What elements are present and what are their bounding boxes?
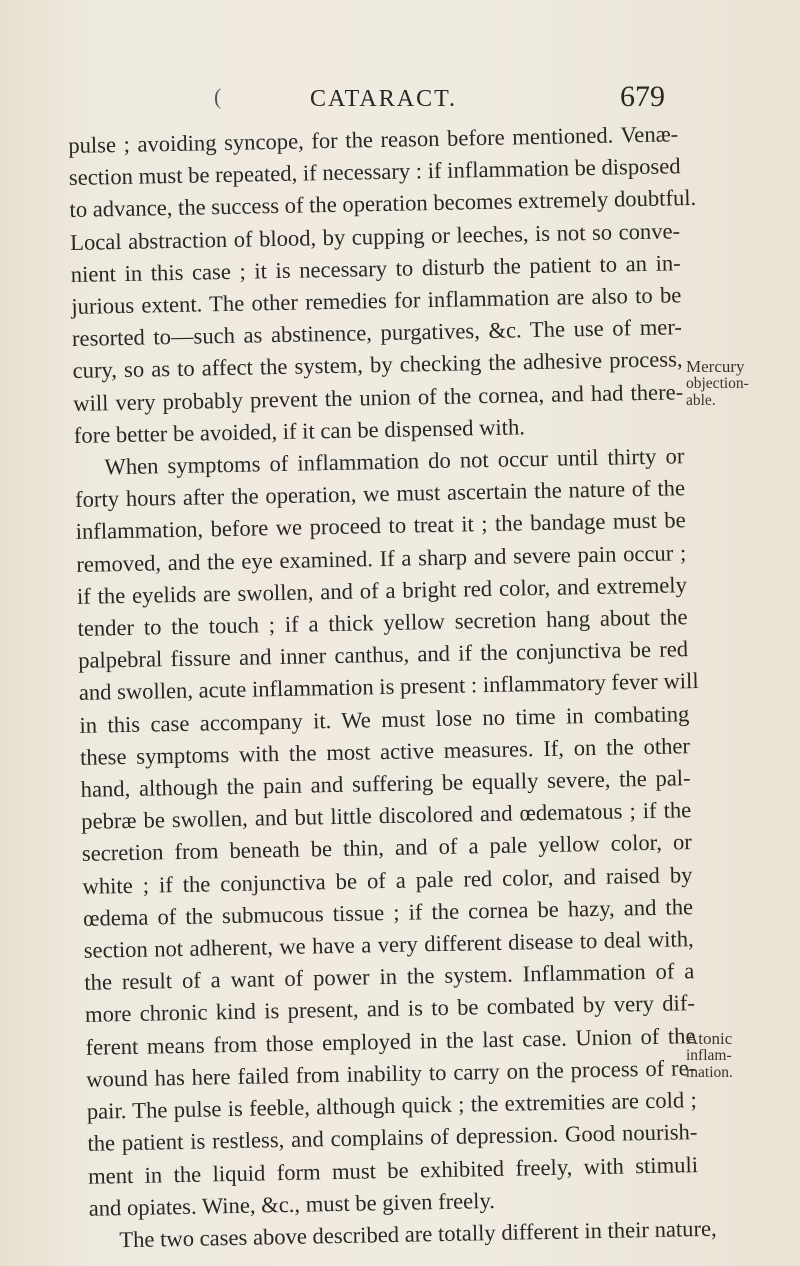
text-line: pair. The pulse is feeble, although quick ; the extremities are cold ; <box>86 1087 697 1124</box>
text-line: in this case accompany it. We must lose no time in combating <box>79 700 690 738</box>
text-line: to advance, the success of the operation becomes extremely doubtful. <box>69 185 697 223</box>
text-line: pulse ; avoiding syncope, for the reason before mentioned. Venæ- <box>68 121 679 158</box>
text-line: pebræ be swollen, and but little discolored and œdematous ; if the <box>81 797 692 835</box>
text-line: ment in the liquid form must be exhibited freely, with stimuli <box>87 1151 699 1189</box>
text-line: When symptoms of inflammation do not occur until thirty or <box>104 443 685 480</box>
text-line: jurious extent. The other remedies for inflammation are also to be <box>71 282 682 319</box>
text-line: forty hours after the operation, we must ascertain the nature of the <box>74 475 686 513</box>
text-line: secretion from beneath be thin, and of a pale yellow color, or <box>81 829 693 867</box>
text-line: palpebral fissure and inner canthus, and if the conjunctiva be red <box>77 636 689 674</box>
text-line: the result of a want of power in the system. Inflammation of a <box>84 958 695 996</box>
text-line: nient in this case ; it is necessary to disturb the patient to an in- <box>70 250 681 287</box>
header-bracket: ( <box>214 84 222 109</box>
text-line: white ; if the conjunctiva be of a pale red color, and raised by <box>82 861 693 899</box>
text-line: the patient is restless, and complains of depression. Good nourish- <box>87 1119 698 1157</box>
text-line: removed, and the eye examined. If a sharp and severe pain occur ; <box>76 539 687 577</box>
text-line: these symptoms with the most active measures. If, on the other <box>79 733 691 770</box>
text-line: and swollen, acute inflammation is present : inflammatory fever will <box>78 668 699 706</box>
text-line: tender to the touch ; if a thick yellow secretion hang about the <box>77 604 688 641</box>
margin-note-line: Mercury <box>686 357 745 376</box>
text-line: Local abstraction of blood, by cupping or leeches, is not so conve- <box>69 217 681 255</box>
text-line: section must be repeated, if necessary : if inflammation be disposed <box>68 153 681 191</box>
text-line: fore better be avoided, if it can be dispensed with. <box>73 414 526 448</box>
text-line: section not adherent, we have a very different disease to deal with, <box>83 926 694 963</box>
text-line: resorted to—such as abstinence, purgatives, &c. The use of mer- <box>71 314 683 352</box>
text-line: will very probably prevent the union of the cornea, and had there- <box>73 378 684 416</box>
margin-note-line: Atonic <box>686 1029 733 1048</box>
text-line: wound has here failed from inability to carry on the process of re- <box>85 1055 697 1092</box>
margin-note-line: inflam- <box>686 1047 732 1064</box>
text-line: hand, although the pain and suffering be equally severe, the pal- <box>80 765 691 802</box>
text-line: more chronic kind is present, and is to be combated by very dif- <box>84 990 696 1028</box>
margin-note-atonic <box>686 1030 733 1081</box>
running-title: CATARACT. <box>310 86 457 112</box>
text-line: œdema of the submucous tissue ; if the cornea be hazy, and the <box>82 894 694 931</box>
text-line: ferent means from those employed in the last case. Union of the <box>85 1022 696 1060</box>
text-line: and opiates. Wine, &c., must be given freely. <box>88 1187 496 1221</box>
text-line: The two cases above described are totally different in their nature, <box>119 1215 717 1253</box>
text-line: inflammation, before we proceed to treat it ; the bandage must be <box>75 507 686 545</box>
margin-note-line: objection- <box>686 375 749 392</box>
margin-note-mercury <box>686 358 749 409</box>
margin-note-line: mation. <box>686 1064 733 1081</box>
page-header <box>0 80 800 120</box>
text-line: cury, so as to affect the system, by checking the adhesive process, <box>72 346 683 384</box>
page-number: 679 <box>620 80 665 113</box>
margin-note-line: able. <box>686 392 716 409</box>
text-line: if the eyelids are swollen, and of a bright red color, and extremely <box>76 572 688 609</box>
